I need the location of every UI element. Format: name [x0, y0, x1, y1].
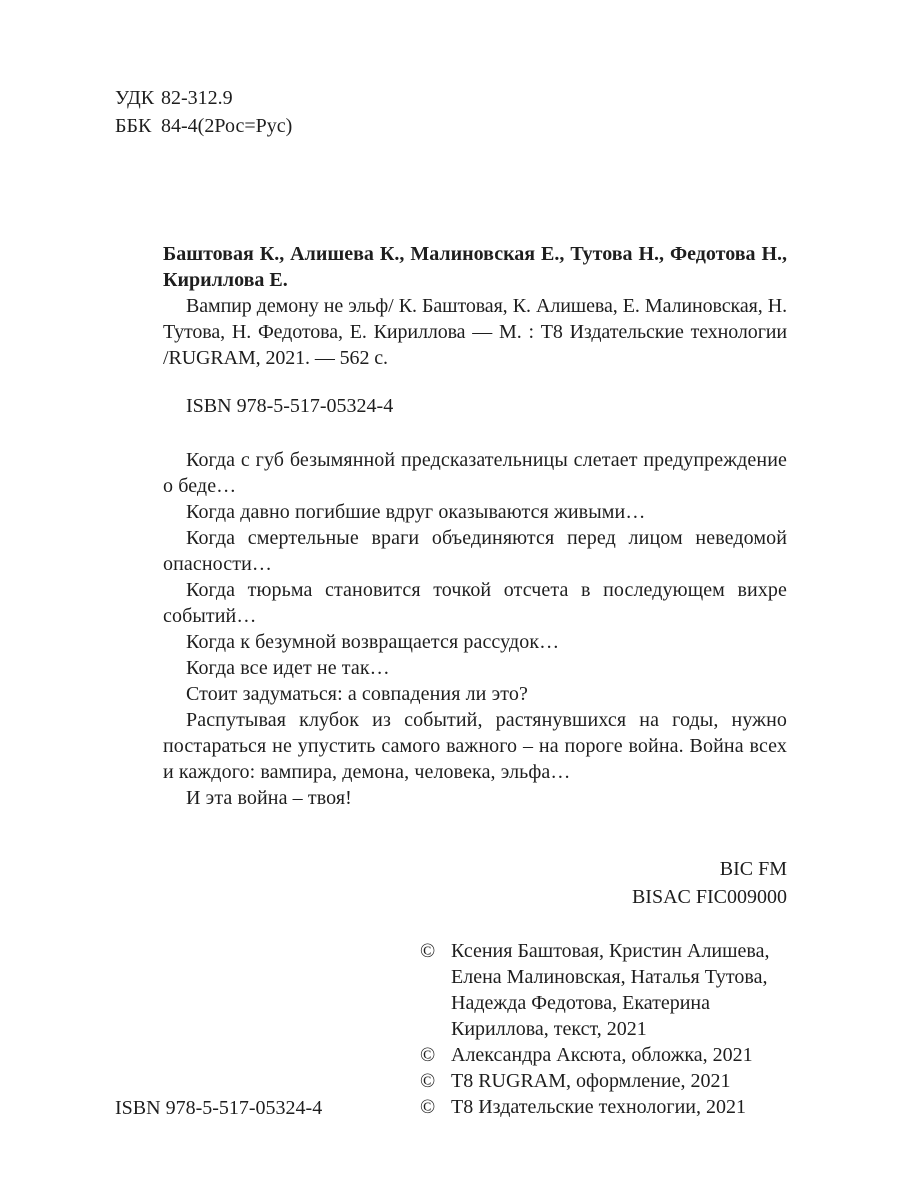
isbn-main: ISBN 978-5-517-05324-4	[186, 395, 394, 417]
copyright-symbol: ©	[420, 1070, 436, 1092]
bic-code: BIC FM	[719, 858, 787, 880]
copyright-item	[420, 1068, 800, 1094]
bbk-label: ББК	[115, 115, 152, 137]
subject-classification	[632, 855, 787, 911]
authors-heading: Баштовая К., Алишева К., Малиновская Е., Тутова Н., Федотова Н., Кириллова Е.	[163, 243, 787, 291]
copyright-item	[420, 938, 800, 1042]
bisac-code: BISAC FIC009000	[631, 886, 787, 908]
udk-line	[115, 84, 292, 112]
copyright-item	[420, 1094, 800, 1120]
annotation-paragraph: Когда с губ безымянной предсказательницы слетает предупреждение о беде…	[163, 449, 787, 497]
copyright-text: Александра Аксюта, обложка, 2021	[451, 1044, 753, 1066]
bbk-value: 84-4(2Рос=Рус)	[161, 115, 293, 137]
copyright-symbol: ©	[420, 940, 436, 962]
bibliographic-record	[163, 241, 787, 811]
copyright-symbol: ©	[420, 1044, 436, 1066]
annotation-paragraph: Когда тюрьма становится точкой отсчета в последующем вихре событий…	[163, 579, 787, 627]
annotation-paragraph: Когда смертельные враги объединяются перед лицом неведомой опасности…	[163, 527, 787, 575]
copyright-item	[420, 1042, 800, 1068]
copyright-text: Т8 Издательские технологии, 2021	[451, 1096, 747, 1118]
annotation-paragraph: Когда к безумной возвращается рассудок…	[186, 631, 560, 653]
classification-codes	[115, 84, 292, 140]
udk-value: 82-312.9	[161, 87, 233, 109]
annotation-paragraph: Распутывая клубок из событий, растянувшихся на годы, нужно постараться не упустить самого важного – на пороге война. Война всех и каждого: вампира, демона, человека, эльфа…	[163, 709, 787, 783]
annotation-paragraph: Когда все идет не так…	[186, 657, 390, 679]
annotation	[163, 447, 787, 811]
copyright-text: Ксения Баштовая, Кристин Алишева, Елена Малиновская, Наталья Тутова, Надежда Федотова, Екатерина Кириллова, текст, 2021	[451, 940, 770, 1040]
annotation-paragraph: Стоит задуматься: а совпадения ли это?	[186, 683, 528, 705]
copyright-symbol: ©	[420, 1096, 436, 1118]
annotation-paragraph: Когда давно погибшие вдруг оказываются живыми…	[186, 501, 646, 523]
isbn-bottom: ISBN 978-5-517-05324-4	[115, 1097, 323, 1119]
copyright-block	[420, 938, 800, 1120]
copyright-text: Т8 RUGRAM, оформление, 2021	[451, 1070, 731, 1092]
annotation-paragraph: И эта война – твоя!	[186, 787, 352, 809]
bbk-line	[115, 112, 292, 140]
title-entry: Вампир демону не эльф/ К. Баштовая, К. Алишева, Е. Малиновская, Н. Тутова, Н. Федотова, Е. Кириллова — М. : Т8 Издательские технологии /RUGRAM, 2021. — 562 с.	[163, 295, 787, 369]
udk-label: УДК	[115, 87, 155, 109]
